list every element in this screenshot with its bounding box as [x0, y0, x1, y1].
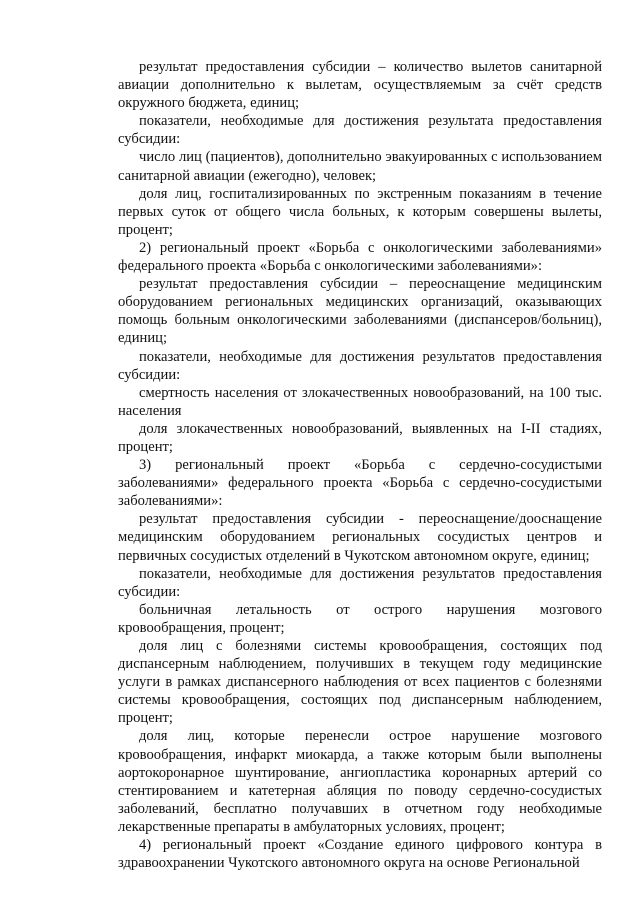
- paragraph: 3) региональный проект «Борьба с сердечно-сосудистыми заболеваниями» федерального проекта «Борьба с сердечно-сосудистыми заболеваниями»:: [118, 457, 602, 510]
- paragraph: результат предоставления субсидии - переоснащение/дооснащение медицинским оборудованием региональных сосудистых центров и первичных сосудистых отделений в Чукотском автономном округе, единиц;: [118, 511, 602, 564]
- document-body: [118, 58, 602, 872]
- paragraph: число лиц (пациентов), дополнительно эвакуированных с использованием санитарной авиации (ежегодно), человек;: [118, 149, 602, 184]
- paragraph: показатели, необходимые для достижения результатов предоставления субсидии:: [118, 565, 602, 600]
- paragraph: показатели, необходимые для достижения результата предоставления субсидии:: [118, 113, 602, 148]
- paragraph: доля злокачественных новообразований, выявленных на I-II стадиях, процент;: [118, 420, 602, 455]
- paragraph: доля лиц с болезнями системы кровообращения, состоящих под диспансерным наблюдением, получивших в текущем году медицинские услуги в рамках диспансерного наблюдения от всех пациентов с болезнями системы кровообращения, состоящих под диспансерным наблюдением, процент;: [118, 638, 602, 727]
- paragraph: 4) региональный проект «Создание единого цифрового контура в здравоохранении Чукотского автономного округа на основе Региональной: [118, 837, 602, 872]
- paragraph: больничная летальность от острого нарушения мозгового кровообращения, процент;: [118, 601, 602, 636]
- paragraph: результат предоставления субсидии – количество вылетов санитарной авиации дополнительно к вылетам, осуществляемым за счёт средств окружного бюджета, единиц;: [118, 59, 602, 112]
- paragraph: смертность населения от злокачественных новообразований, на 100 тыс. населения: [118, 384, 602, 419]
- paragraph: доля лиц, госпитализированных по экстренным показаниям в течение первых суток от общего числа больных, к которым совершены вылеты, процент;: [118, 185, 602, 238]
- paragraph: доля лиц, которые перенесли острое нарушение мозгового кровообращения, инфаркт миокарда, а также которым были выполнены аортокоронарное шунтирование, ангиопластика коронарных артерий со стентированием и катетерная абляция по поводу сердечно-сосудистых заболеваний, бесплатно получавших в отчетном году необходимые лекарственные препараты в амбулаторных условиях, процент;: [118, 728, 602, 835]
- paragraph: показатели, необходимые для достижения результатов предоставления субсидии:: [118, 348, 602, 383]
- paragraph: результат предоставления субсидии – переоснащение медицинским оборудованием региональных медицинских организаций, оказывающих помощь больным онкологическими заболеваниями (диспансеров/больниц), единиц;: [118, 276, 602, 347]
- paragraph: 2) региональный проект «Борьба с онкологическими заболеваниями» федерального проекта «Борьба с онкологическими заболеваниями»:: [118, 239, 602, 275]
